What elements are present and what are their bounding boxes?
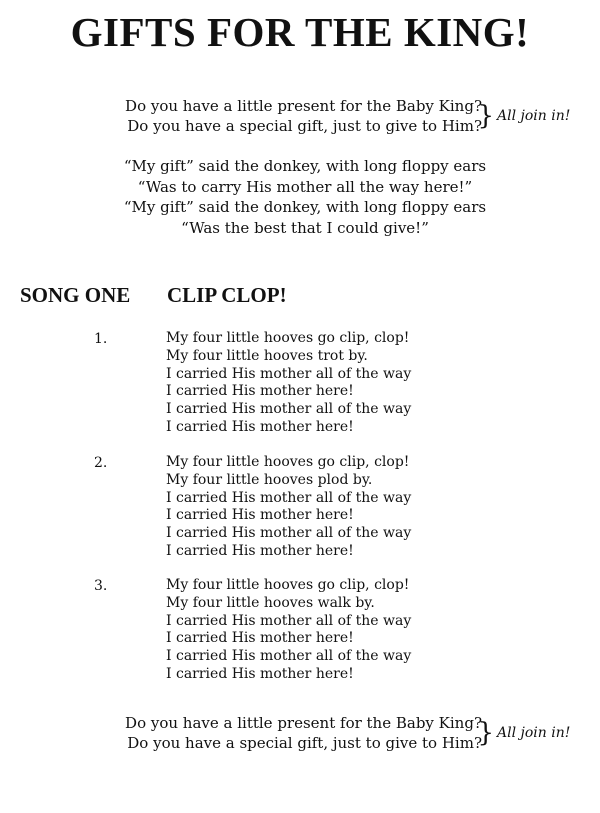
stanza-line: I carried His mother all of the way <box>166 525 412 542</box>
stanza-line: My four little hooves trot by. <box>166 347 368 364</box>
stanza-line: I carried His mother here! <box>166 418 354 435</box>
stanza-line: My four little hooves go clip, clop! <box>166 454 410 470</box>
chorus-line: Do you have a little present for the Baby King? <box>125 714 482 732</box>
chorus-line: Do you have a special gift, just to give to Him? <box>127 117 482 135</box>
stanza-number: 3. <box>94 578 108 594</box>
all-join-note: All join in! <box>497 108 571 124</box>
donkey-verse <box>0 156 600 238</box>
song-label: SONG ONE <box>20 283 131 307</box>
stanza-line: My four little hooves walk by. <box>166 594 375 611</box>
stanza-line: I carried His mother all of the way <box>166 489 412 506</box>
stanza-line: I carried His mother here! <box>166 542 354 559</box>
stanza-line: My four little hooves plod by. <box>166 471 373 488</box>
stanza-line: I carried His mother here! <box>166 383 354 400</box>
chorus-line: Do you have a special gift, just to give to Him? <box>127 734 482 752</box>
brace-icon: } <box>477 101 494 131</box>
stanza-line: My four little hooves go clip, clop! <box>166 577 410 593</box>
verse-line: “My gift” said the donkey, with long floppy ears <box>123 198 487 216</box>
page-title: GIFTS FOR THE KING! <box>70 9 530 55</box>
stanza-number: 2. <box>94 455 108 471</box>
stanza-lines <box>166 454 411 561</box>
stanza-line: I carried His mother all of the way <box>166 365 412 382</box>
chorus-line: Do you have a little present for the Baby King? <box>125 97 482 115</box>
stanza-lines <box>166 330 411 437</box>
stanza-number: 1. <box>94 331 108 347</box>
stanza-line: I carried His mother here! <box>166 630 354 647</box>
stanza-line: My four little hooves go clip, clop! <box>166 330 410 346</box>
song-name: CLIP CLOP! <box>167 283 287 307</box>
stanza-line: I carried His mother all of the way <box>166 648 412 665</box>
verse-line: “Was to carry His mother all the way here!” <box>137 177 473 196</box>
stanza-line: I carried His mother here! <box>166 507 354 524</box>
brace-icon: } <box>477 718 494 748</box>
stanza-line: I carried His mother all of the way <box>166 612 412 629</box>
stanza-line: I carried His mother here! <box>166 665 354 682</box>
verse-line: “My gift” said the donkey, with long floppy ears <box>123 157 487 175</box>
all-join-note: All join in! <box>497 725 571 741</box>
stanza-line: I carried His mother all of the way <box>166 401 412 418</box>
verse-line: “Was the best that I could give!” <box>181 218 429 237</box>
song-heading <box>20 282 287 308</box>
stanza-lines <box>166 577 411 684</box>
